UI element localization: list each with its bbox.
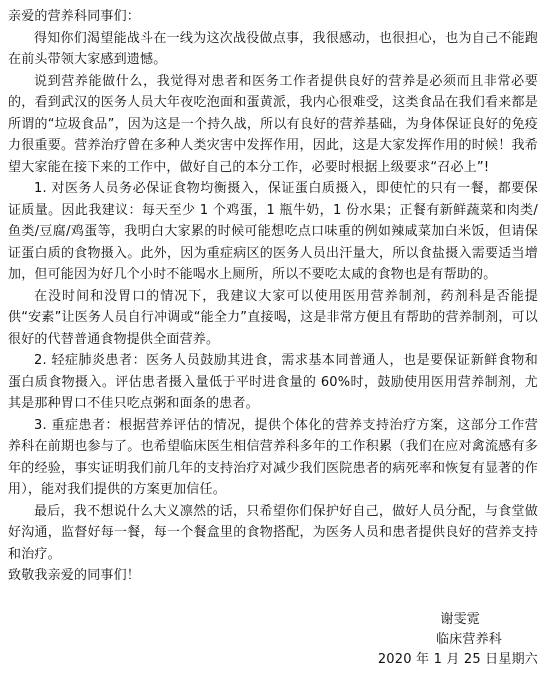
paragraph-severe-patients: 3. 重症患者：根据营养评估的情况，提供个体化的营养支持治疗方案，这部分工作营养科在前期也参与了。也希望临床医生相信营养科多年的工作积累（我们在应对禽流感有多年的经验，事实证明我们前几年的支持治疗对减少我们医院患者的病死率和恢复有显著的作用），能对我们提供的方案更加信任。 <box>8 417 538 497</box>
letter-closing: 致敬我亲爱的同事们！ <box>8 568 141 583</box>
paragraph-medical-staff: 1. 对医务人员务必保证食物均衡摄入，保证蛋白质摄入，即使忙的只有一餐，都要保证质量。因此我建议：每天至少 1 个鸡蛋，1 瓶牛奶，1 份水果；正餐有新鲜蔬菜和肉类/鱼类/豆腐/鸡蛋等，我明白大家累的时候可能想吃点口味重的例如辣咸菜加白米饭，但请保证蛋白质的食物摄入。此外，因为重症病区的医务人员出汗量大，所以食盐摄入需要适当增加，但可能因为好几个小时不能喝水上厕所，所以不要吃太咸的食物也是有帮助的。 <box>8 181 538 282</box>
letter-greeting: 亲爱的营养科同事们： <box>8 9 141 24</box>
signature-name: 谢雯霓 <box>440 612 480 627</box>
signature-date: 2020 年 1 月 25 日星期六 <box>377 652 538 667</box>
paragraph-intro: 得知你们渴望能战斗在一线为这次战役做点事，我很感动，也很担心，也为自己不能跑在前头带领大家感到遗憾。 <box>8 30 538 67</box>
signature-block <box>348 610 538 670</box>
paragraph-nutrition-supplement: 在没时间和没胃口的情况下，我建议大家可以使用医用营养制剂，药剂科是否能提供“安素”让医务人员自行冲调或“能全力”直接喝，这是非常方便且有帮助的营养制剂，可以很好的代替普通食物提供全面营养。 <box>8 288 538 347</box>
paragraph-mild-patients: 2. 轻症肺炎患者：医务人员鼓励其进食，需求基本同普通人，也是要保证新鲜食物和蛋白质食物摄入。评估患者摄入量低于平时进食量的 60%时，鼓励使用医用营养制剂，尤其是那种胃口不佳只吃点粥和面条的患者。 <box>8 353 538 411</box>
paragraph-final: 最后，我不想说什么大义凛然的话，只希望你们保护好自己，做好人员分配，与食堂做好沟通，监督好每一餐，每一个餐盒里的食物搭配，为医务人员和患者提供良好的营养支持和治疗。 <box>8 503 538 562</box>
signature-department: 临床营养科 <box>435 632 502 647</box>
paragraph-nutrition-role: 说到营养能做什么，我觉得对患者和医务工作者提供良好的营养是必须而且非常必要的，看到武汉的医务人员大年夜吃泡面和蛋黄派，我内心很难受，这类食品在我们看来都是所谓的“垃圾食品”，因为这是一个持久战，所以有良好的营养基础，为身体保证良好的免疫力很重要。营养治疗曾在多种人类灾害中发挥作用，因此，这是大家发挥作用的时候！我希望大家能在接下来的工作中，做好自己的本分工作，必要时根据上级要求“召必上”! <box>8 73 538 175</box>
